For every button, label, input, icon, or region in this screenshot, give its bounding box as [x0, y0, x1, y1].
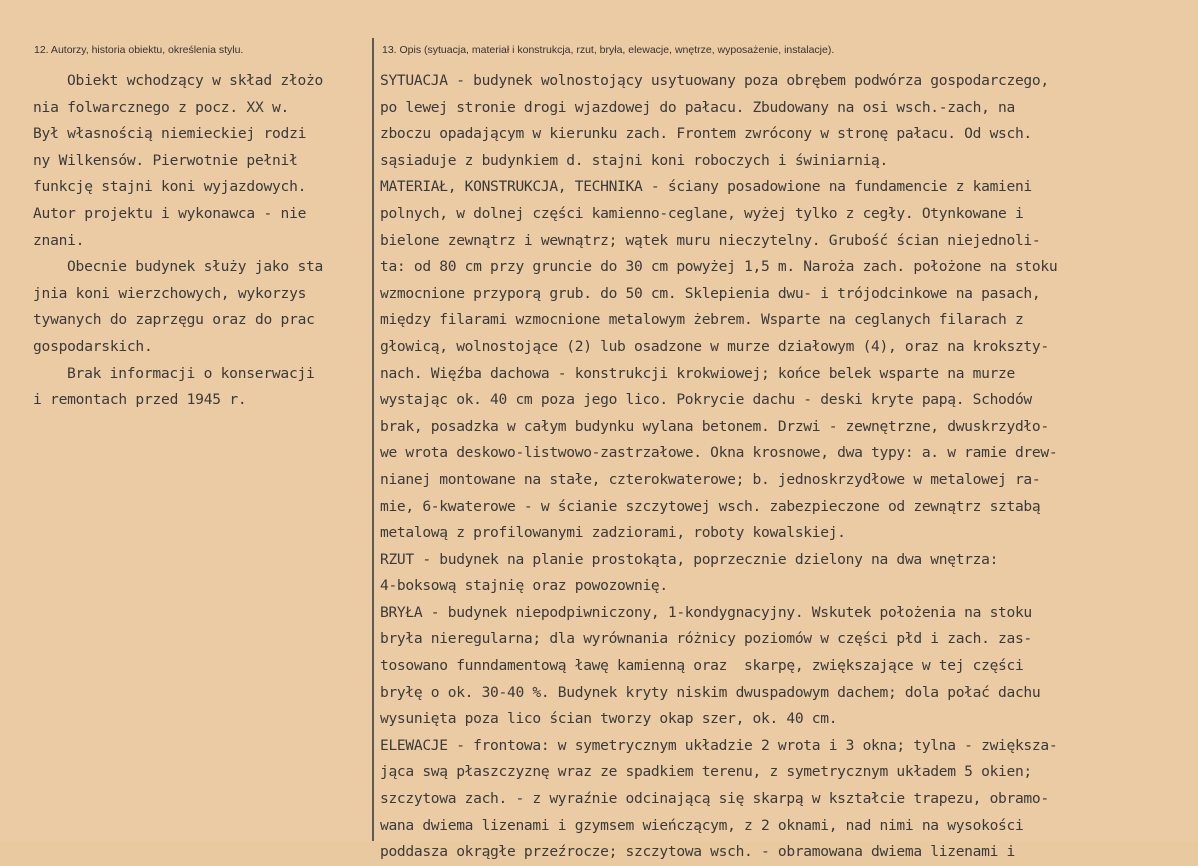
history-line: Był własnością niemieckiej rodzi: [33, 125, 307, 143]
description-line: między filarami wzmocnione metalowym żebrem. Wsparte na ceglanych filarach z: [380, 311, 1024, 329]
history-line: nia folwarcznego z pocz. XX w.: [33, 98, 290, 116]
description-line: SYTUACJA - budynek wolnostojący usytuowany poza obrębem podwórza gospodarczego,: [380, 72, 1049, 89]
description-line: tosowano funndamentową ławę kamienną oraz skarpę, zwiększające w tej części: [380, 657, 1024, 675]
history-line: gospodarskich.: [33, 337, 153, 355]
description-line: polnych, w dolnej części kamienno-ceglane, wyżej tylko z cegły. Otynkowane i: [380, 204, 1024, 222]
description-line: bryłę o ok. 30-40 %. Budynek kryty niskim dwuspadowym dachem; dola połać dachu: [380, 683, 1041, 701]
description-line: wana dwiema lizenami i gzymsem wieńczącym, z 2 oknami, nad nimi na wysokości: [380, 816, 1024, 834]
description-line: RZUT - budynek na planie prostokąta, poprzecznie dzielony na dwa wnętrza:: [380, 550, 999, 568]
history-line: jnia koni wierzchowych, wykorzys: [33, 284, 307, 302]
description-line: sąsiaduje z budynkiem d. stajni koni roboczych i świniarnią.: [380, 151, 888, 169]
description-line: nianej montowane na stałe, czterokwaterowe; b. jednoskrzydłowe w metalowej ra-: [380, 470, 1041, 488]
description-line: MATERIAŁ, KONSTRUKCJA, TECHNIKA - ściany posadowione na fundamencie z kamieni: [380, 178, 1032, 196]
description-line: nach. Więźba dachowa - konstrukcji krokwiowej; końce belek wsparte na murze: [380, 364, 1015, 382]
description-line: we wrota deskowo-listwowo-zastrzałowe. Okna krosnowe, dwa typy: a. w ramie drew-: [380, 444, 1058, 462]
description-line: ELEWACJE - frontowa: w symetrycznym układzie 2 wrota i 3 okna; tylna - zwiększa-: [380, 736, 1058, 754]
description-line: BRYŁA - budynek niepodpiwniczony, 1-kondygnacyjny. Wskutek położenia na stoku: [380, 603, 1032, 621]
description-line: metalową z profilowanymi zadziorami, roboty kowalskiej.: [380, 524, 846, 542]
description-line: mie, 6-kwaterowe - w ścianie szczytowej wsch. zabezpieczone od zewnątrz sztabą: [380, 497, 1041, 515]
history-line: Obecnie budynek służy jako sta: [67, 258, 324, 276]
section-12-header: 12. Autorzy, historia obiektu, określenia stylu.: [34, 44, 244, 56]
history-line: ny Wilkensów. Pierwotnie pełnił: [33, 151, 298, 169]
history-line: Brak informacji o konserwacji: [67, 364, 315, 382]
description-line: brak, posadzka w całym budynku wylana betonem. Drzwi - zewnętrzne, dwuskrzydło-: [380, 417, 1049, 435]
history-line: Autor projektu i wykonawca - nie: [33, 204, 307, 222]
description-line: wzmocnione przyporą grub. do 50 cm. Sklepienia dwu- i trójodcinkowe na pasach,: [380, 284, 1041, 302]
description-line: wystając ok. 40 cm poza jego lico. Pokrycie dachu - deski kryte papą. Schodów: [380, 391, 1032, 409]
history-line: znani.: [33, 231, 85, 249]
description-line: zboczu opadającym w kierunku zach. Frontem zwrócony w stronę pałacu. Od wsch.: [380, 125, 1032, 143]
history-text: [33, 68, 373, 414]
description-line: bryła nieregularna; dla wyrównania różnicy poziomów w części płd i zach. zas-: [380, 630, 1032, 648]
history-line: tywanych do zaprzęgu oraz do prac: [33, 311, 315, 329]
description-line: po lewej stronie drogi wjazdowej do pałacu. Zbudowany na osi wsch.-zach, na: [380, 98, 1015, 116]
description-text: [380, 68, 1195, 866]
history-line: Obiekt wchodzący w skład złożo: [67, 72, 324, 89]
history-line: funkcję stajni koni wyjazdowych.: [33, 178, 307, 196]
description-line: bielone zewnątrz i wewnątrz; wątek muru nieczytelny. Grubość ścian niejednoli-: [380, 231, 1041, 249]
description-line: głowicą, wolnostojące (2) lub osadzone w murze działowym (4), oraz na krokszty-: [380, 337, 1049, 355]
description-line: jąca swą płaszczyznę wraz ze spadkiem terenu, z symetrycznym układem 5 okien;: [380, 763, 1032, 781]
description-line: ta: od 80 cm przy gruncie do 30 cm powyżej 1,5 m. Naroża zach. położone na stoku: [380, 258, 1058, 276]
description-line: wysunięta poza lico ścian tworzy okap szer, ok. 40 cm.: [380, 710, 838, 728]
description-line: szczytowa zach. - z wyraźnie odcinającą się skarpą w kształcie trapezu, obramo-: [380, 790, 1049, 808]
history-line: i remontach przed 1945 r.: [33, 391, 247, 409]
description-line: poddasza okrągłe przeźrocze; szczytowa wsch. - obramowana dwiema lizenami i: [380, 843, 1015, 861]
section-13-header: 13. Opis (sytuacja, materiał i konstrukcja, rzut, bryła, elewacje, wnętrze, wyposażenie, instalacje).: [382, 44, 835, 56]
description-line: 4-boksową stajnię oraz powozownię.: [380, 577, 668, 595]
